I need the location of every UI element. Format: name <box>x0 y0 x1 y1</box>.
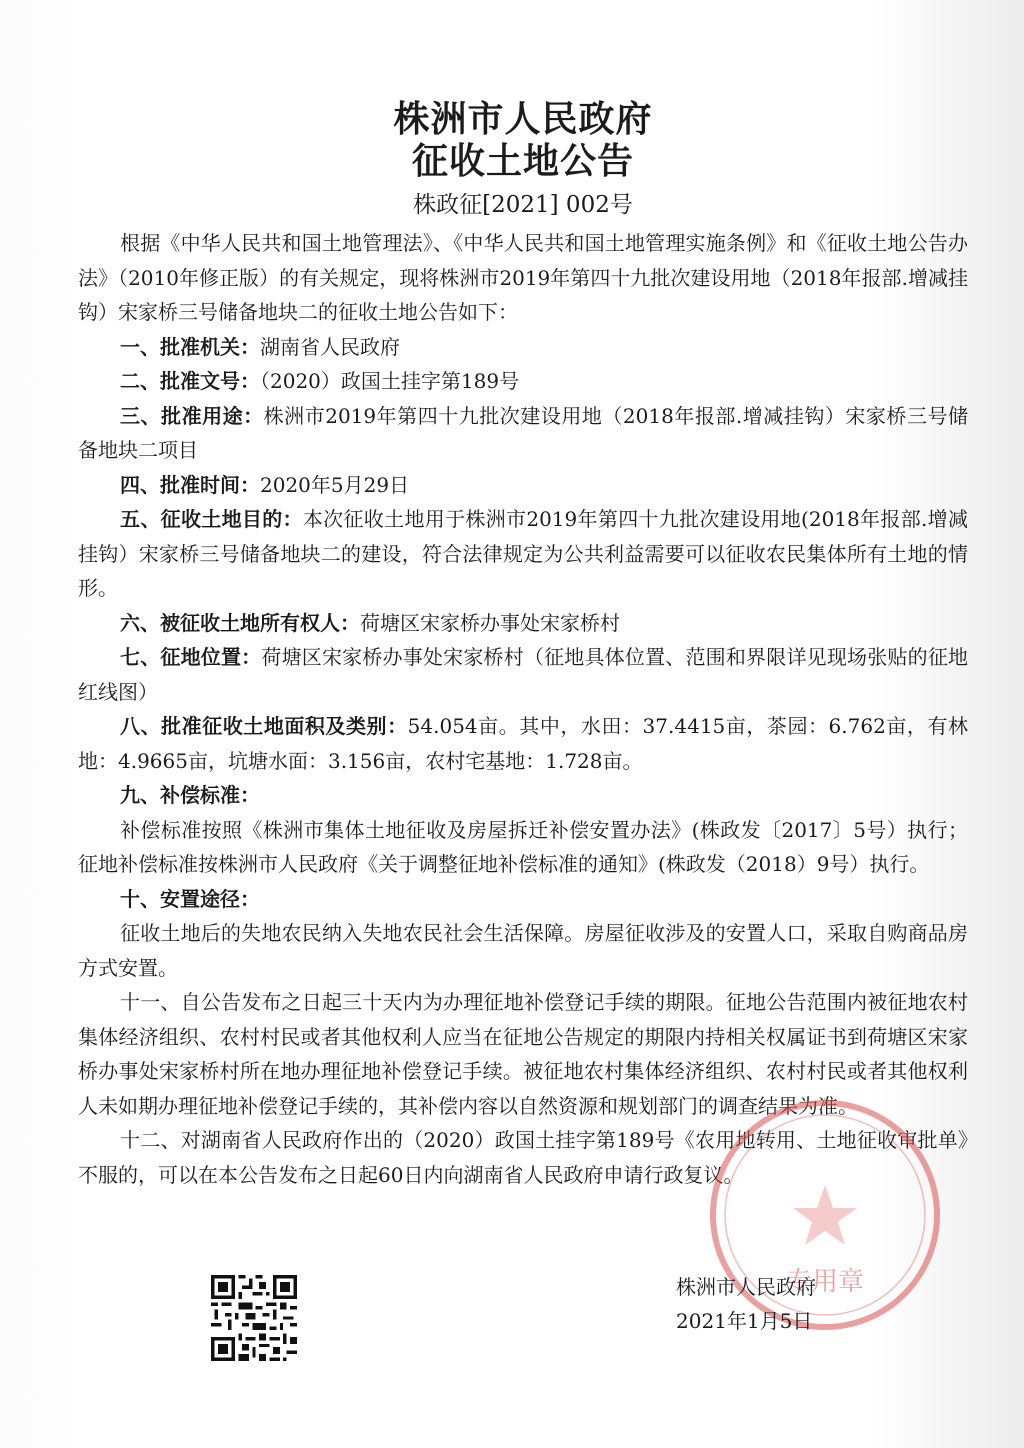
item-administrative-review: 十二、对湖南省人民政府作出的（2020）政国土挂字第189号《农用地转用、土地征收审批单》不服的，可以在本公告发布之日起60日内向湖南省人民政府申请行政复议。 <box>78 1128 968 1187</box>
item-purpose-of-acquisition <box>78 502 968 606</box>
item-text: （2020）政国土挂字第189号 <box>260 369 520 393</box>
document-body <box>78 100 968 1192</box>
item-label: 三、批准用途： <box>120 403 264 428</box>
item-text: 株洲市2019年第四十九批次建设用地（2018年报部.增减挂钩）宋家桥三号储备地块二项目 <box>78 403 968 462</box>
item-registration-period: 十一、自公告发布之日起三十天内为办理征地补偿登记手续的期限。征地公告范围内被征地农村集体经济组织、农村村民或者其他权利人应当在征地公告规定的期限内持相关权属证书到荷塘区宋家桥办事处宋家桥村所在地办理征地补偿登记手续。被征地农村集体经济组织、农村村民或者其他权利人未如期办理征地补偿登记手续的，其补偿内容以自然资源和规划部门的调查结果为准。 <box>78 990 968 1118</box>
seal-text: 专用章 <box>785 1267 865 1297</box>
item-label: 七、征地位置： <box>120 645 262 669</box>
item-text: 荷塘区宋家桥办事处宋家桥村 <box>360 610 620 635</box>
item-label: 十、安置途径： <box>120 886 260 911</box>
item-land-owner <box>78 606 968 641</box>
item-label: 二、批准文号： <box>120 369 260 393</box>
item-compensation-text: 补偿标准按照《株洲市集体土地征收及房屋拆迁补偿安置办法》(株政发〔2017〕5号）执行；征地补偿标准按株洲市人民政府《关于调整征地补偿标准的通知》(株政发（2018）9号）执行。 <box>78 817 968 876</box>
item-label: 五、征收土地目的： <box>120 507 303 531</box>
document-number: 株政征[2021] 002号 <box>413 192 633 218</box>
item-text: 荷塘区宋家桥办事处宋家桥村（征地具体位置、范围和界限详见现场张贴的征地红线图） <box>78 645 969 704</box>
item-label: 九、补偿标准： <box>120 783 260 807</box>
item-label: 六、被征收土地所有权人： <box>120 610 360 635</box>
item-label: 一、批准机关： <box>120 334 260 359</box>
item-text: 54.054亩。其中，水田：37.4415亩，茶园：6.762亩，有林地：4.9665亩，坑塘水面：3.156亩，农村宅基地：1.728亩。 <box>78 714 968 773</box>
qr-code-icon <box>211 1275 297 1361</box>
item-area-and-type <box>78 709 968 778</box>
item-text: 本次征收土地用于株洲市2019年第四十九批次建设用地(2018年报部.增减挂钩）宋家桥三号储备地块二的建设，符合法律规定为公共利益需要可以征收农民集体所有土地的情形。 <box>78 507 968 600</box>
item-label: 四、批准时间： <box>120 472 260 497</box>
item-resettlement-text: 征收土地后的失地农民纳入失地农民社会生活保障。房屋征收涉及的安置人口，采取自购商品房方式安置。 <box>78 921 968 980</box>
item-approval-purpose <box>78 399 968 468</box>
signature-date: 2021年1月5日 <box>676 1309 813 1333</box>
title-line-1: 株洲市人民政府 <box>393 99 653 140</box>
item-label: 八、批准征收土地面积及类别： <box>120 714 408 738</box>
item-compensation-heading <box>78 778 968 813</box>
item-approval-authority <box>78 330 968 365</box>
signature-org: 株洲市人民政府 <box>676 1275 816 1299</box>
item-text: 2020年5月29日 <box>260 472 410 497</box>
title-line-2: 征收土地公告 <box>411 141 634 182</box>
item-approval-date <box>78 468 968 503</box>
item-location <box>78 640 968 709</box>
item-text: 湖南省人民政府 <box>260 334 400 359</box>
item-approval-number <box>78 364 968 399</box>
item-resettlement-heading <box>78 882 968 917</box>
signature-block <box>676 1270 816 1338</box>
intro-paragraph: 根据《中华人民共和国土地管理法》、《中华人民共和国土地管理实施条例》和《征收土地公告办法》（2010年修正版）的有关规定，现将株洲市2019年第四十九批次建设用地（2018年报部.增减挂钩）宋家桥三号储备地块二的征收土地公告如下： <box>78 231 968 324</box>
